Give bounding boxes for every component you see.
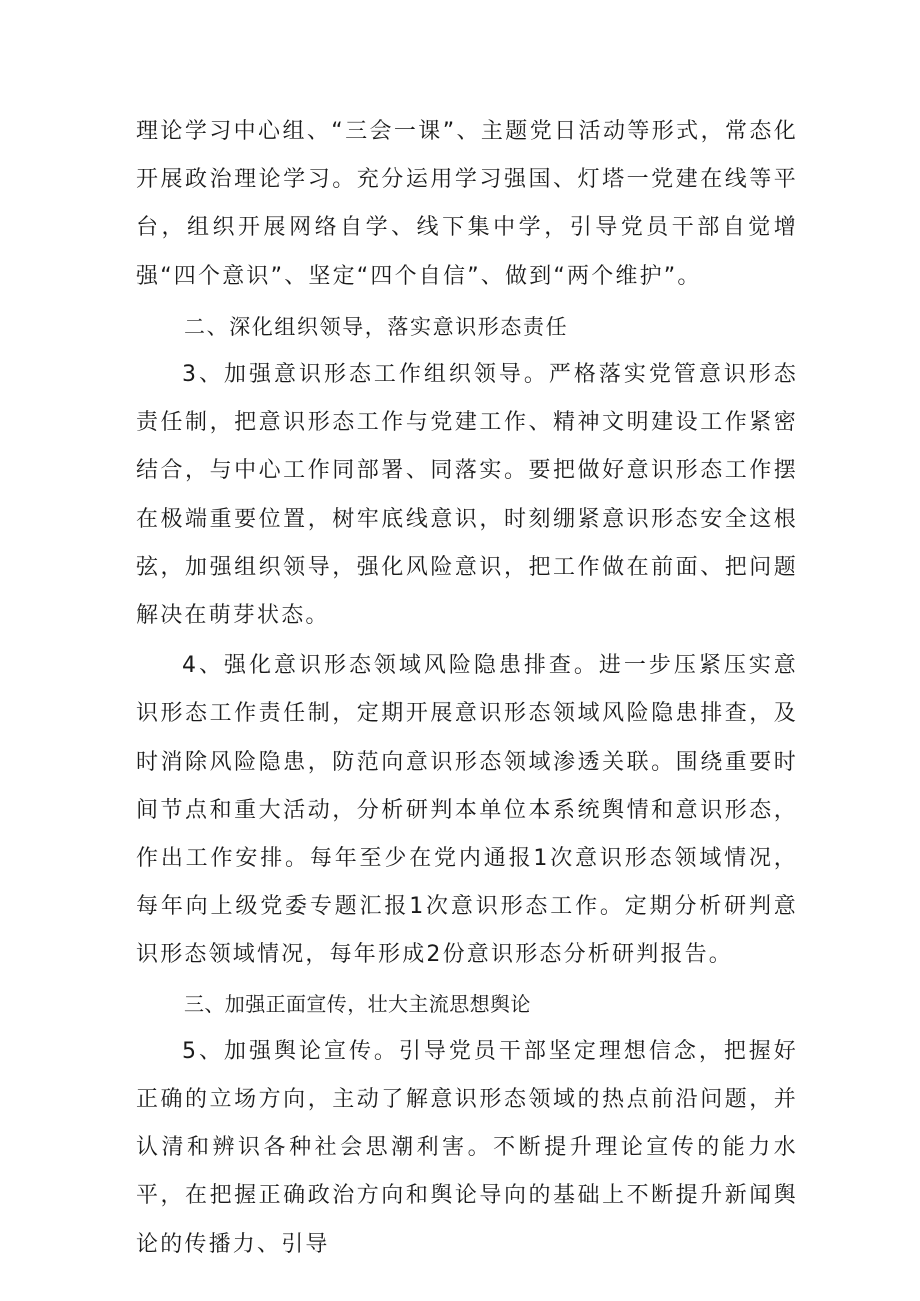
document-body [136,108,798,1269]
section-heading-3: 三、加强正面宣传，壮大主流思想舆论 [184,991,531,1016]
paragraph-item-5: 5、加强舆论宣传。引导党员干部坚定理想信念，把握好正确的立场方向，主动了解意识形态领域的热点前沿问题，并认清和辨识各种社会思潮利害。不断提升理论宣传的能力水平，在把握正确政治方向和舆论导向的基础上不断提升新闻舆论的传播力、引导 [136,1038,798,1257]
paragraph-item-4: 4、强化意识形态领域风险隐患排查。进一步压紧压实意识形态工作责任制，定期开展意识形态领域风险隐患排查，及时消除风险隐患，防范向意识形态领域渗透关联。围绕重要时间节点和重大活动，分析研判本单位本系统舆情和意识形态，作出工作安排。每年至少在党内通报1次意识形态领域情况，每年向上级党委专题汇报1次意识形态工作。定期分析研判意识形态领域情况，每年形成2份意识形态分析研判报告。 [136,653,798,968]
paragraph-continuation: 理论学习中心组、“三会一课”、主题党日活动等形式，常态化开展政治理论学习。充分运用学习强国、灯塔一党建在线等平台，组织开展网络自学、线下集中学，引导党员干部自觉增强“四个意识”、坚定“四个自信”、做到“两个维护”。 [136,119,798,289]
paragraph-item-3: 3、加强意识形态工作组织领导。严格落实党管意识形态责任制，把意识形态工作与党建工作、精神文明建设工作紧密结合，与中心工作同部署、同落实。要把做好意识形态工作摆在极端重要位置，树牢底线意识，时刻绷紧意识形态安全这根弦，加强组织领导，强化风险意识，把工作做在前面、把问题解决在萌芽状态。 [136,362,798,629]
section-heading-2: 二、深化组织领导，落实意识形态责任 [184,314,569,339]
